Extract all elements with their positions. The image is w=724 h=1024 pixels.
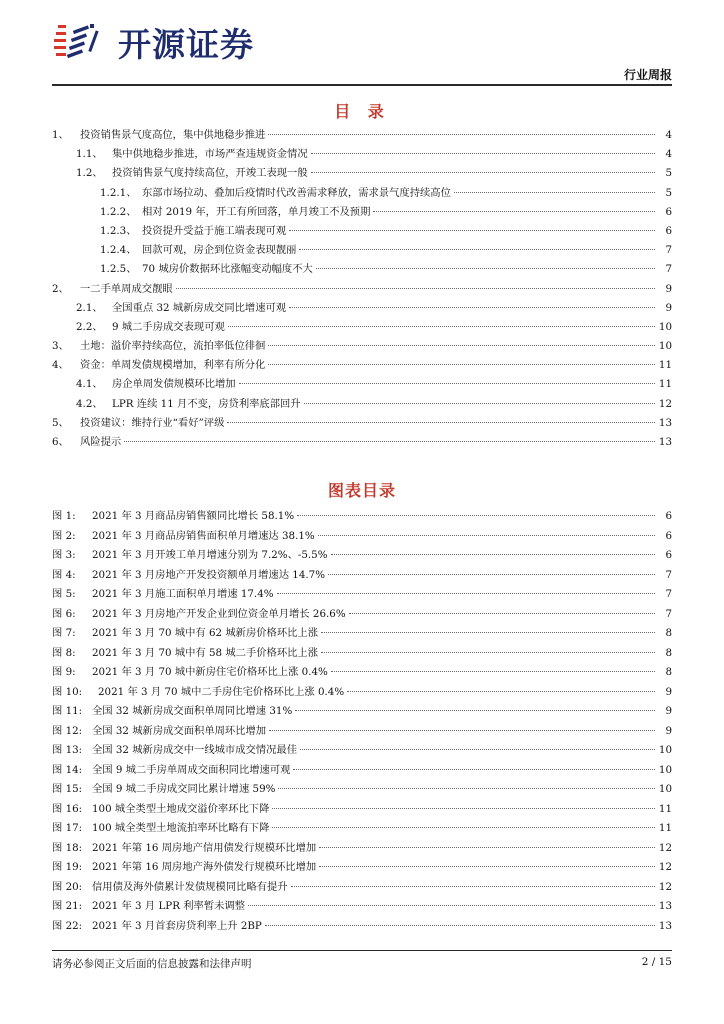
figure-entry-text: 全国 9 城二手房成交同比累计增速 59% (92, 783, 276, 795)
toc-entry-number: 5、 (52, 416, 69, 429)
figure-entry-label: 图 5: (52, 588, 76, 600)
toc-leader (265, 925, 655, 926)
toc-leader (278, 788, 655, 789)
toc-entry-text: 回款可观，房企到位资金表现靓丽 (142, 244, 297, 257)
figure-entry[interactable] (52, 917, 672, 937)
figure-index-title: 图表目录 (327, 481, 396, 500)
toc-entry[interactable] (52, 337, 672, 356)
figure-entry-text: 信用债及海外债累计发债规模同比略有提升 (92, 880, 288, 893)
toc-entry[interactable] (52, 299, 672, 318)
figure-entry[interactable] (52, 624, 672, 644)
figure-entry-page: 8 (665, 627, 672, 639)
toc-entry-number: 1.2.3、 (100, 224, 137, 237)
figure-entry-label: 图 12: (52, 724, 83, 737)
toc-entry-number: 2.2、 (76, 320, 103, 333)
toc-leader (454, 192, 655, 193)
figure-entry-text: 全国 32 城新房成交中一线城市成交情况最佳 (92, 744, 297, 756)
figure-entry[interactable] (52, 800, 672, 820)
figure-entry-text: 100 城全类型土地流拍率环比略有下降 (92, 822, 270, 834)
figure-entry[interactable] (52, 819, 672, 839)
toc-entry-number: 4、 (52, 359, 69, 372)
toc-entry[interactable] (52, 164, 672, 183)
toc-entry-number: 2、 (52, 282, 69, 295)
toc-entry[interactable] (52, 184, 672, 203)
figure-entry-text: 2021 年 3 月首套房贷利率上升 2BP (92, 919, 262, 932)
toc-leader (239, 383, 655, 384)
figure-entry[interactable] (52, 507, 672, 527)
toc-leader (321, 632, 655, 633)
figure-entry-text: 全国 9 城二手房单周成交面积同比增速可观 (92, 763, 291, 776)
toc-entry-text: 土地：溢价率持续高位，流拍率低位徘徊 (80, 340, 266, 353)
figure-entry[interactable] (52, 546, 672, 566)
figure-entry-text: 2021 年 3 月房地产开发投资额单月增速达 14.7% (92, 568, 326, 581)
toc-entry[interactable] (52, 241, 672, 260)
header-divider (52, 84, 672, 86)
figure-entry-text: 2021 年 3 月 70 城中有 58 城二手价格环比上涨 (92, 646, 319, 659)
toc-leader (227, 422, 655, 423)
toc-leader (289, 307, 655, 308)
figure-entry-label: 图 2: (52, 529, 76, 542)
toc-entry-text: 投资销售景气度持续高位，开竣工表现一般 (112, 167, 308, 180)
toc-entry-text: 投资提升受益于施工端表现可观 (142, 224, 287, 237)
toc-leader (268, 345, 655, 346)
figure-entry-page: 10 (658, 763, 672, 776)
figure-entry-page: 8 (665, 666, 672, 678)
toc-leader (300, 749, 655, 750)
figure-entry-label: 图 16: (52, 802, 83, 815)
toc-entry-page: 10 (658, 340, 672, 353)
toc-leader (321, 652, 655, 653)
toc-entry-text: 集中供地稳步推进，市场严查违规资金情况 (112, 148, 308, 161)
figure-entry-label: 图 21: (52, 900, 83, 912)
figure-entry-page: 12 (658, 841, 672, 854)
toc-entry-page: 4 (665, 148, 672, 161)
toc-entry[interactable] (52, 395, 672, 414)
figure-entry[interactable] (52, 663, 672, 683)
toc-entry-text: 房企单周发债规模环比增加 (112, 378, 236, 391)
toc-entry-number: 1.2.1、 (100, 186, 137, 199)
toc-entry-page: 7 (665, 263, 672, 276)
figure-entry-page: 13 (658, 900, 672, 912)
toc-entry-number: 4.1、 (76, 378, 103, 391)
figure-entry-text: 2021 年 3 月施工面积单月增速 17.4% (92, 588, 274, 600)
figure-entry-label: 图 8: (52, 646, 76, 659)
toc-entry-page: 9 (665, 282, 672, 295)
report-type-label: 行业周报 (623, 68, 672, 82)
figure-entry-page: 7 (665, 607, 672, 620)
footer-divider (52, 950, 672, 951)
toc-entry-page: 11 (658, 378, 672, 391)
toc-leader (268, 134, 655, 135)
toc-entry-text: 投资销售景气度高位，集中供地稳步推进 (80, 129, 266, 141)
toc-entry-text: 风险提示 (80, 436, 122, 448)
toc-leader (272, 808, 655, 809)
toc-entry-page: 6 (665, 205, 672, 218)
toc-leader (304, 403, 655, 404)
figure-entry-text: 2021 年 3 月 70 城中二手房住宅价格环比上涨 0.4% (98, 685, 345, 698)
toc-entry-number: 1、 (52, 129, 69, 141)
toc-leader (331, 671, 655, 672)
figure-entry-page: 12 (658, 861, 672, 873)
toc-entry-number: 1.2.4、 (100, 244, 137, 257)
toc-leader (176, 288, 655, 289)
figure-entry-text: 2021 年 3 月商品房销售面积单月增速达 38.1% (92, 529, 315, 542)
figure-entry-page: 9 (665, 724, 672, 737)
brand-name: 开源证券 (118, 24, 254, 64)
figure-entry-label: 图 11: (52, 705, 83, 717)
toc-leader (293, 769, 655, 770)
toc-entry-text: 相对 2019 年，开工有所回落，单月竣工不及预期 (142, 205, 371, 218)
toc-entry[interactable] (52, 203, 672, 222)
figure-entry[interactable] (52, 527, 672, 547)
figure-entry-label: 图 20: (52, 880, 83, 893)
toc-entry-page: 5 (665, 167, 672, 180)
page-number: 2 / 15 (641, 956, 672, 968)
toc-leader (248, 905, 655, 906)
toc-entry-number: 3、 (52, 340, 69, 353)
toc-leader (268, 364, 655, 365)
toc-entry-page: 4 (665, 129, 672, 141)
toc-entry-number: 4.2、 (76, 397, 103, 410)
figure-entry-label: 图 22: (52, 919, 83, 932)
toc-entry[interactable] (52, 433, 672, 452)
figure-entry-text: 2021 年第 16 周房地产海外债发行规模环比增加 (92, 861, 317, 873)
figure-entry[interactable] (52, 780, 672, 800)
toc-leader (331, 554, 655, 555)
figure-entry[interactable] (52, 566, 672, 586)
figure-entry[interactable] (52, 741, 672, 761)
figure-entry-text: 2021 年 3 月 LPR 利率暂未调整 (92, 900, 246, 912)
toc-entry-page: 13 (658, 436, 672, 448)
page-header (0, 0, 724, 90)
figure-entry-label: 图 18: (52, 841, 83, 854)
toc-leader (316, 268, 655, 269)
table-of-contents (52, 126, 672, 452)
figure-entry[interactable] (52, 839, 672, 859)
figure-entry-text: 2021 年 3 月商品房销售额同比增长 58.1% (92, 510, 295, 522)
toc-entry-page: 5 (665, 186, 672, 199)
toc-entry-page: 13 (658, 416, 672, 429)
toc-entry-text: LPR 连续 11 月不变，房贷利率底部回升 (112, 397, 301, 410)
figure-entry-label: 图 9: (52, 666, 76, 678)
figure-entry-text: 2021 年 3 月房地产开发企业到位资金单月增长 26.6% (92, 607, 346, 620)
figure-entry-text: 2021 年 3 月 70 城中有 62 城新房价格环比上涨 (92, 627, 319, 639)
figure-entry-page: 11 (658, 802, 672, 815)
figure-entry-page: 11 (658, 822, 672, 834)
toc-entry[interactable] (52, 145, 672, 164)
toc-entry[interactable] (52, 318, 672, 337)
figure-entry-page: 6 (665, 529, 672, 542)
figure-entry-page: 13 (658, 919, 672, 932)
toc-leader (349, 613, 655, 614)
toc-entry-text: 一二手单周成交靓眼 (80, 282, 173, 295)
toc-entry-text: 资金：单周发债规模增加，利率有所分化 (80, 359, 266, 372)
figure-entry-page: 10 (658, 783, 672, 795)
figure-entry-page: 12 (658, 880, 672, 893)
toc-entry-text: 9 城二手房成交表现可观 (112, 320, 225, 333)
figure-entry[interactable] (52, 585, 672, 605)
toc-entry-page: 7 (665, 244, 672, 257)
toc-entry[interactable] (52, 414, 672, 433)
toc-entry-number: 1.2.5、 (100, 263, 137, 276)
toc-entry-page: 11 (658, 359, 672, 372)
figure-entry-label: 图 15: (52, 783, 83, 795)
figure-entry-label: 图 4: (52, 568, 76, 581)
toc-leader (319, 866, 655, 867)
toc-entry[interactable] (52, 260, 672, 279)
figure-entry-label: 图 17: (52, 822, 83, 834)
toc-leader (347, 691, 655, 692)
toc-entry[interactable] (52, 222, 672, 241)
toc-leader (373, 211, 655, 212)
figure-entry-text: 全国 32 城新房成交面积单周同比增速 31% (92, 705, 293, 717)
toc-leader (311, 172, 655, 173)
toc-entry-number: 1.2、 (76, 167, 103, 180)
figure-entry-page: 7 (665, 568, 672, 581)
figure-entry[interactable] (52, 897, 672, 917)
toc-entry-page: 12 (658, 397, 672, 410)
toc-leader (277, 593, 655, 594)
toc-leader (318, 535, 655, 536)
kaiyuan-logo-icon (52, 20, 112, 64)
figure-entry[interactable] (52, 683, 672, 703)
figure-entry[interactable] (52, 702, 672, 722)
toc-leader (299, 249, 655, 250)
toc-leader (295, 710, 655, 711)
figure-entry-label: 图 13: (52, 744, 83, 756)
figure-entry[interactable] (52, 858, 672, 878)
figure-entry-text: 2021 年 3 月 70 城中新房住宅价格环比上涨 0.4% (92, 666, 328, 678)
figure-entry-text: 2021 年第 16 周房地产信用债发行规模环比增加 (92, 841, 317, 854)
toc-entry-number: 1.2.2、 (100, 205, 137, 218)
toc-entry-number: 2.1、 (76, 301, 103, 314)
toc-leader (311, 153, 655, 154)
toc-entry-text: 70 城房价数据环比涨幅变动幅度不大 (142, 263, 313, 276)
toc-leader (289, 230, 655, 231)
toc-entry-page: 10 (658, 320, 672, 333)
figure-entry-page: 8 (665, 646, 672, 659)
toc-entry[interactable] (52, 280, 672, 299)
toc-entry-text: 东部市场拉动、叠加后疫情时代改善需求释放，需求景气度持续高位 (142, 186, 451, 199)
figure-entry-label: 图 7: (52, 627, 76, 639)
toc-entry-page: 6 (665, 224, 672, 237)
figure-entry-label: 图 14: (52, 763, 83, 776)
figure-entry-text: 100 城全类型土地成交溢价率环比下降 (92, 802, 270, 815)
toc-leader (228, 326, 655, 327)
figure-entry-page: 7 (665, 588, 672, 600)
toc-leader (291, 886, 655, 887)
figure-entry-page: 6 (665, 510, 672, 522)
toc-entry-number: 1.1、 (76, 148, 103, 161)
figure-entry-label: 图 6: (52, 607, 76, 620)
toc-title: 目 录 (334, 102, 390, 121)
figure-entry-text: 2021 年 3 月开竣工单月增速分别为 7.2%、-5.5% (92, 549, 328, 561)
toc-entry[interactable] (52, 356, 672, 375)
figure-entry-label: 图 19: (52, 861, 83, 873)
figure-entry[interactable] (52, 761, 672, 781)
toc-entry-number: 6、 (52, 436, 69, 448)
figure-entry-page: 9 (665, 705, 672, 717)
toc-entry-text: 全国重点 32 城新房成交同比增速可观 (112, 301, 287, 314)
brand-logo (52, 20, 254, 64)
figure-entry-page: 10 (658, 744, 672, 756)
toc-leader (319, 847, 655, 848)
toc-entry[interactable] (52, 126, 672, 145)
toc-leader (269, 730, 655, 731)
figure-entry[interactable] (52, 605, 672, 625)
figure-entry-text: 全国 32 城新房成交面积单周环比增加 (92, 724, 267, 737)
toc-leader (328, 574, 655, 575)
toc-leader (297, 515, 655, 516)
toc-leader (272, 827, 655, 828)
toc-leader (124, 441, 655, 442)
figure-entry-label: 图 1: (52, 510, 76, 522)
figure-entry-label: 图 10: (52, 685, 83, 698)
figure-entry-page: 9 (665, 685, 672, 698)
figure-entry-label: 图 3: (52, 549, 76, 561)
figure-index (52, 507, 672, 936)
disclaimer-note: 请务必参阅正文后面的信息披露和法律声明 (52, 958, 252, 970)
toc-entry-text: 投资建议：维持行业“看好”评级 (80, 416, 225, 429)
toc-entry[interactable] (52, 375, 672, 394)
figure-entry[interactable] (52, 878, 672, 898)
figure-entry-page: 6 (665, 549, 672, 561)
figure-entry[interactable] (52, 722, 672, 742)
toc-entry-page: 9 (665, 301, 672, 314)
figure-entry[interactable] (52, 644, 672, 664)
